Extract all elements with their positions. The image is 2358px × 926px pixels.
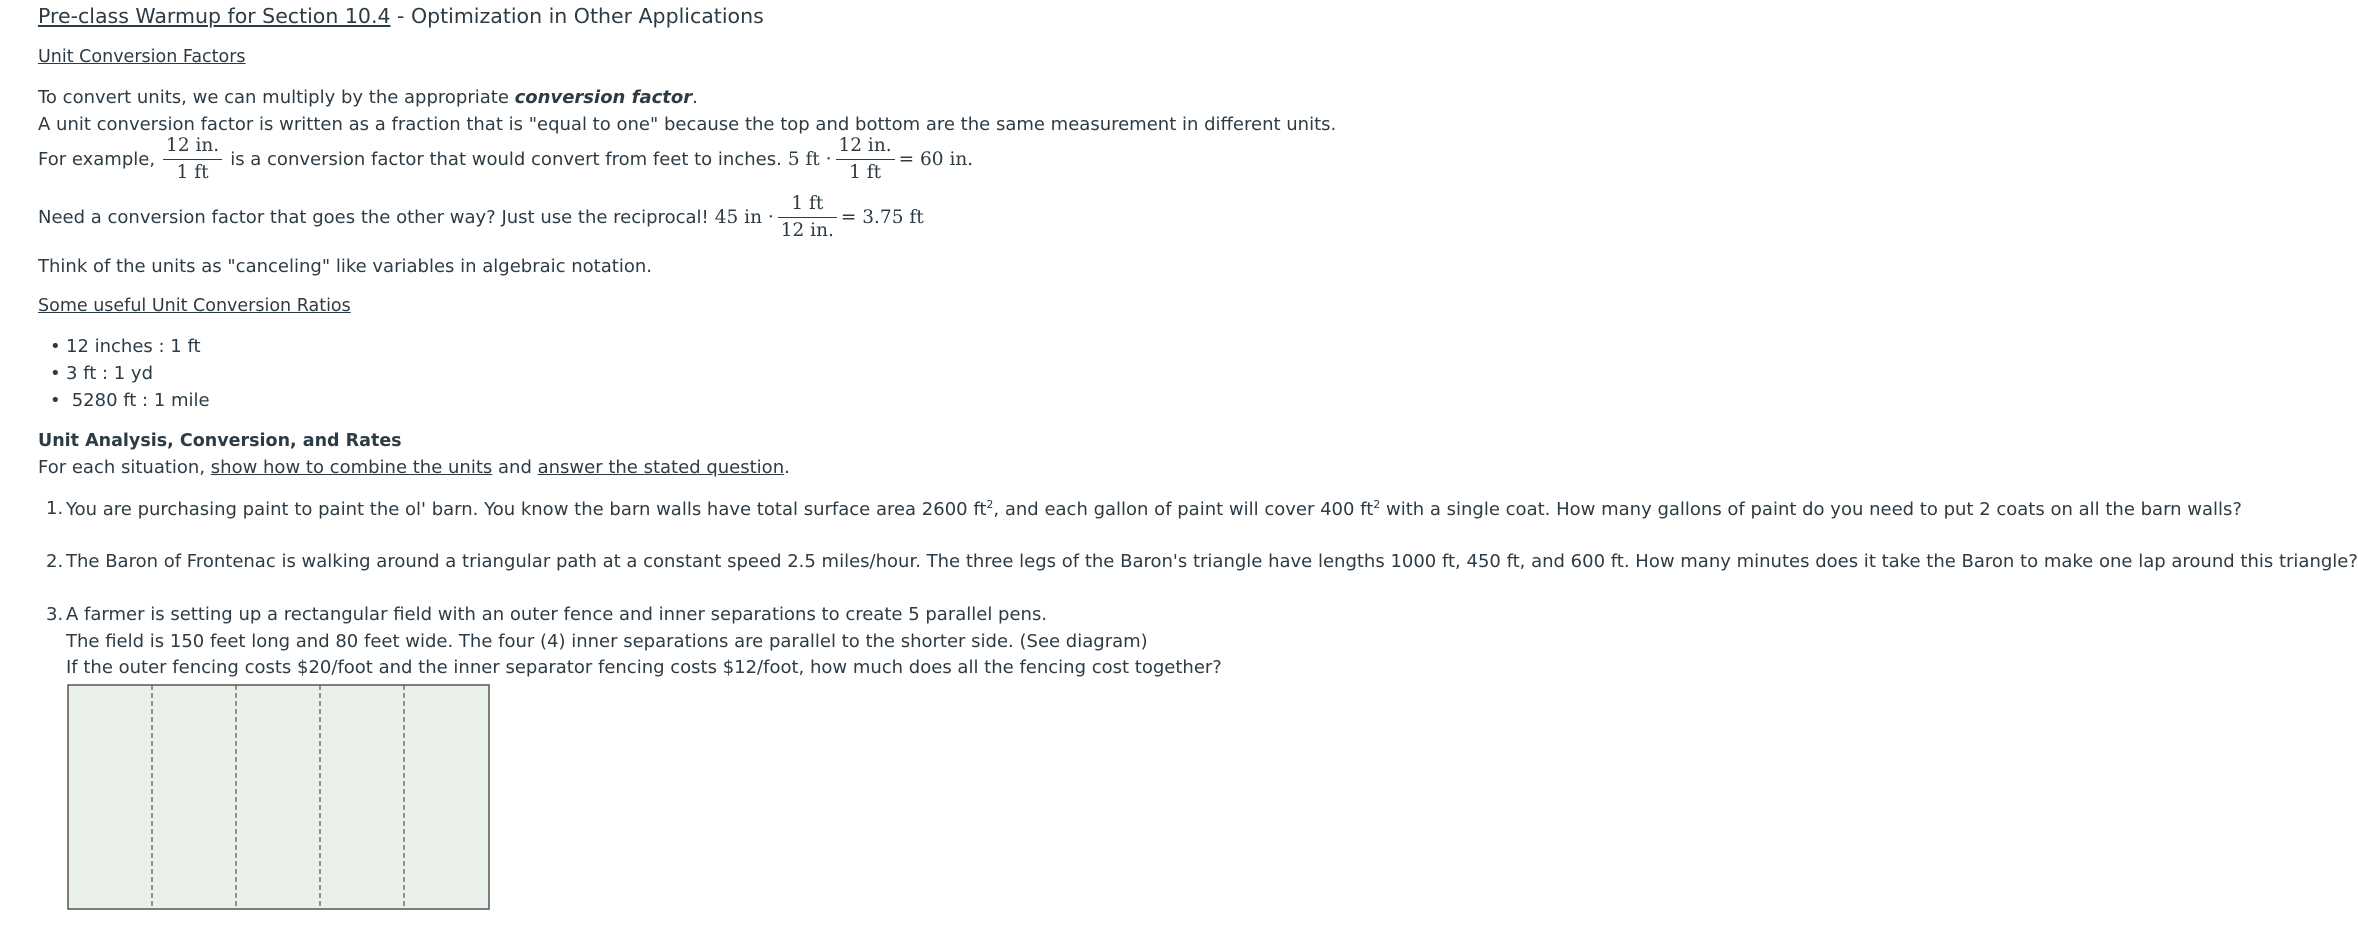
section-heading-useful-ratios: Some useful Unit Conversion Ratios xyxy=(38,296,351,316)
text: . xyxy=(692,87,698,108)
question-3-line-2: The field is 150 feet long and 80 feet wide. The four (4) inner separations are parallel to the shorter side. (See diagram) xyxy=(66,631,1148,652)
paragraph-canceling: Think of the units as "canceling" like variables in algebraic notation. xyxy=(38,256,652,277)
section-heading-unit-analysis: Unit Analysis, Conversion, and Rates xyxy=(38,431,402,451)
fraction-12in-over-1ft-2 xyxy=(836,135,895,184)
math-45in: 45 in · xyxy=(714,207,774,228)
page-title-link[interactable]: Pre-class Warmup for Section 10.4 xyxy=(38,4,391,28)
fraction-12in-over-1ft xyxy=(163,135,222,184)
fraction-denominator: 1 ft xyxy=(849,162,882,183)
example-1-prefix: For example, xyxy=(38,149,156,170)
page-title xyxy=(38,4,764,28)
math-result-60in: = 60 in. xyxy=(898,149,974,170)
underlined-answer-question: answer the stated question xyxy=(537,457,785,478)
text: . xyxy=(784,457,790,478)
question-2-number: 2. xyxy=(46,551,64,572)
field-outer-fence xyxy=(68,685,489,909)
text: with a single coat. How many gallons of paint do you need to put 2 coats on all the barn walls? xyxy=(1380,499,2242,520)
question-3-line-3: If the outer fencing costs $20/foot and the inner separator fencing costs $12/foot, how much does all the fencing cost together? xyxy=(66,657,1222,678)
fraction-numerator: 1 ft xyxy=(778,193,837,218)
list-item-ratio-1: • 12 inches : 1 ft xyxy=(66,336,201,357)
fraction-numerator: 12 in. xyxy=(836,135,895,160)
question-1-text xyxy=(66,498,2242,520)
example-2-prefix: Need a conversion factor that goes the other way? Just use the reciprocal! xyxy=(38,207,709,228)
text: , and each gallon of paint will cover 400 ft xyxy=(993,499,1374,520)
fraction-denominator: 12 in. xyxy=(780,220,834,241)
section-heading-unit-conversion-factors: Unit Conversion Factors xyxy=(38,47,246,67)
emphasis-conversion-factor: conversion factor xyxy=(514,87,693,108)
question-3-line-1: A farmer is setting up a rectangular field with an outer fence and inner separations to create 5 parallel pens. xyxy=(66,604,1048,625)
fraction-numerator: 12 in. xyxy=(163,135,222,160)
underlined-combine-units: show how to combine the units xyxy=(210,457,493,478)
text: and xyxy=(492,457,538,478)
field-diagram xyxy=(67,684,490,910)
question-3-number: 3. xyxy=(46,604,64,625)
list-item-ratio-3: • 5280 ft : 1 mile xyxy=(66,390,210,411)
paragraph-equal-to-one: A unit conversion factor is written as a fraction that is "equal to one" because the top and bottom are the same measurement in different units. xyxy=(38,114,1337,135)
fraction-denominator: 1 ft xyxy=(176,162,209,183)
fraction-1ft-over-12in xyxy=(778,193,837,242)
example-1-line xyxy=(38,135,973,184)
text: You are purchasing paint to paint the ol' barn. You know the barn walls have total surface area 2600 ft xyxy=(66,499,987,520)
math-result-3-75ft: = 3.75 ft xyxy=(840,207,924,228)
example-1-text: is a conversion factor that would convert from feet to inches. xyxy=(230,149,782,170)
math-5ft: 5 ft · xyxy=(787,149,832,170)
text: To convert units, we can multiply by the appropriate xyxy=(38,87,515,108)
paragraph-conversion-intro xyxy=(38,87,698,108)
superscript: 2 xyxy=(986,498,994,511)
superscript: 2 xyxy=(1373,498,1381,511)
page-title-rest: - Optimization in Other Applications xyxy=(390,4,764,28)
text: For each situation, xyxy=(38,457,211,478)
question-2-text: The Baron of Frontenac is walking around a triangular path at a constant speed 2.5 miles/hour. The three legs of the Baron's triangle have lengths 1000 ft, 450 ft, and 600 ft. How many minutes does it take the Baron to make one lap around this triangle? xyxy=(66,551,2358,572)
question-1-number: 1. xyxy=(46,498,64,519)
paragraph-instructions xyxy=(38,457,790,478)
list-item-ratio-2: • 3 ft : 1 yd xyxy=(66,363,153,384)
example-2-line xyxy=(38,193,924,242)
